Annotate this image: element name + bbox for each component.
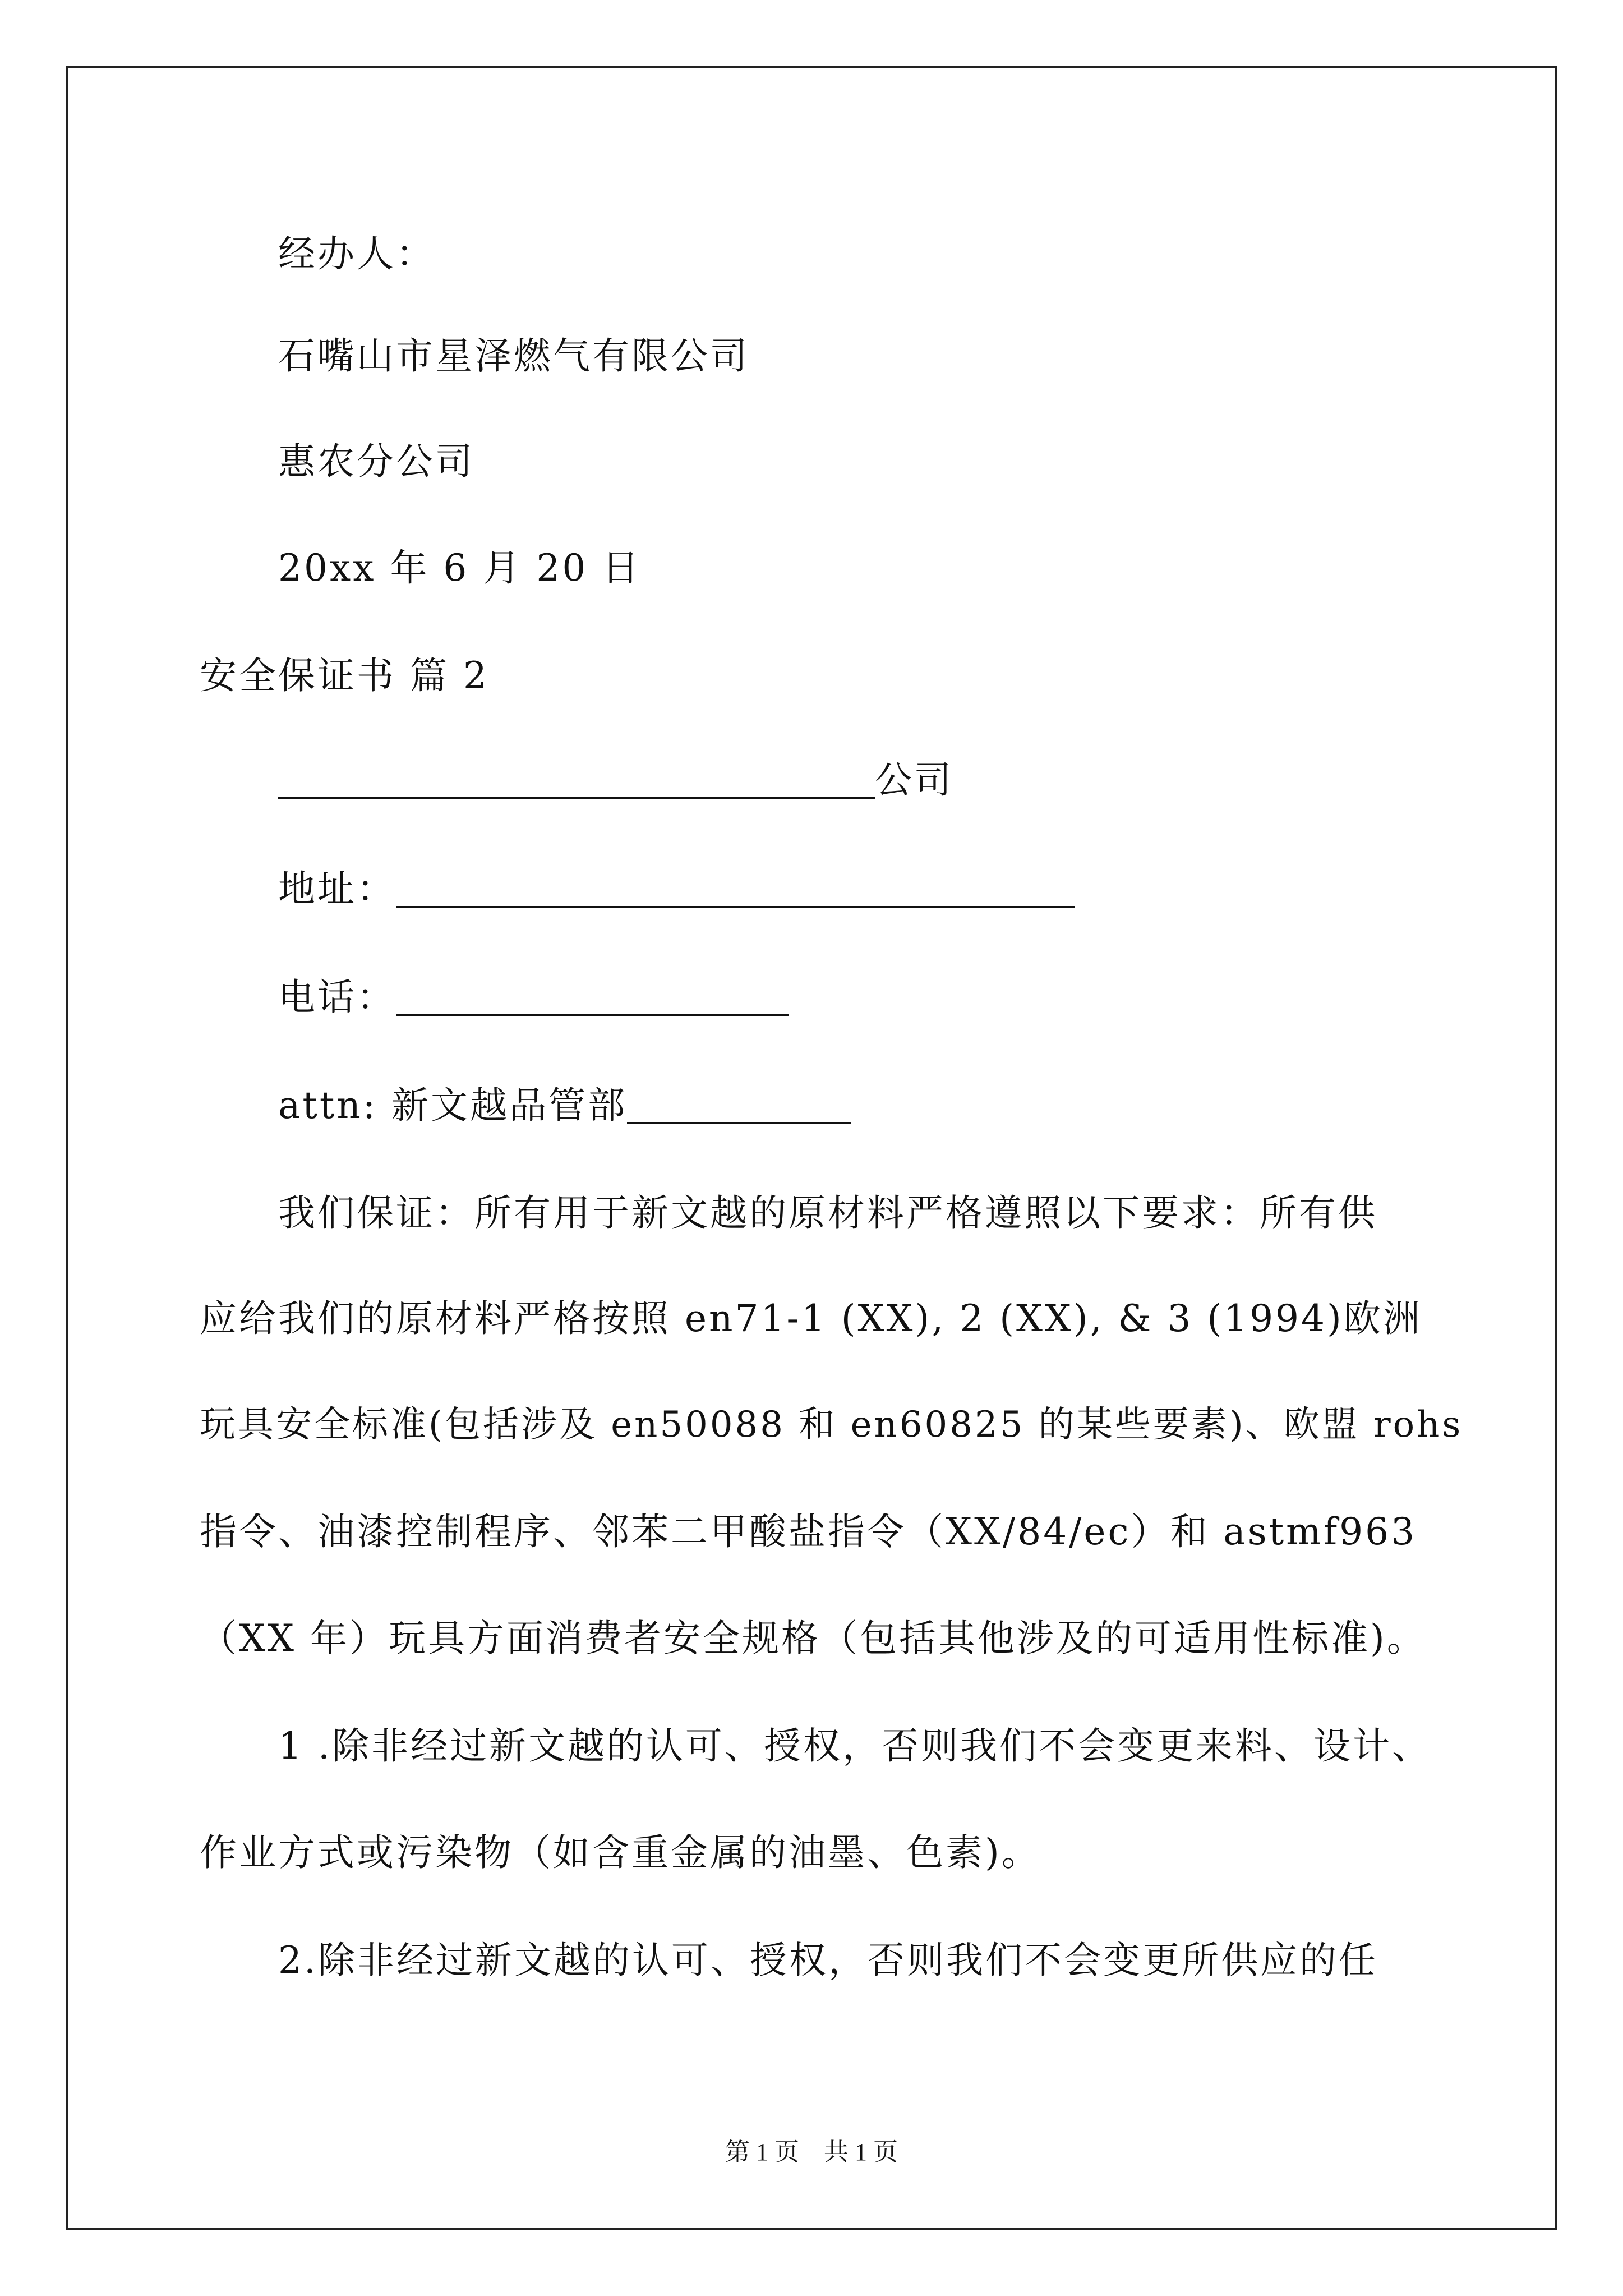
date-line: 20xx 年 6 月 20 日 — [278, 546, 642, 590]
paragraph-line: 应给我们的原材料严格按照 en71-1 (XX), 2 (XX), & 3 (1994)欧洲 — [200, 1297, 1422, 1340]
branch-name: 惠农分公司 — [278, 440, 474, 483]
company-suffix: 公司 — [875, 758, 953, 802]
section-title: 安全保证书 篇 2 — [200, 654, 489, 697]
attn-blank — [627, 1088, 851, 1124]
paragraph-line: 1 .除非经过新文越的认可、授权，否则我们不会变更来料、设计、 — [278, 1724, 1431, 1768]
attn-label: attn: 新文越品管部 — [278, 1084, 628, 1127]
page-border — [66, 66, 1557, 2230]
paragraph-line: 指令、油漆控制程序、邻苯二甲酸盐指令（XX/84/ec）和 astmf963 — [200, 1510, 1417, 1553]
phone-line — [278, 976, 789, 1019]
handler-label: 经办人： — [278, 232, 435, 275]
paragraph-line: 我们保证：所有用于新文越的原材料严格遵照以下要求：所有供 — [278, 1191, 1377, 1235]
paragraph-line: 作业方式或污染物（如含重金属的油墨、色素)。 — [200, 1831, 1041, 1874]
attn-line — [278, 1084, 851, 1127]
page-footer: 第 1 页 共 1 页 — [725, 2138, 898, 2166]
paragraph-line: 2.除非经过新文越的认可、授权，否则我们不会变更所供应的任 — [278, 1939, 1378, 1982]
company-name: 石嘴山市星泽燃气有限公司 — [278, 334, 749, 378]
address-blank — [396, 871, 1075, 908]
company-blank-line — [278, 758, 953, 802]
phone-blank — [396, 979, 789, 1016]
address-label: 地址： — [278, 867, 396, 910]
phone-label: 电话： — [278, 976, 396, 1019]
address-line — [278, 867, 1075, 910]
paragraph-line: （XX 年）玩具方面消费者安全规格（包括其他涉及的可适用性标准)。 — [200, 1617, 1426, 1660]
paragraph-line: 玩具安全标准(包括涉及 en50088 和 en60825 的某些要素)、欧盟 rohs — [200, 1404, 1463, 1446]
company-blank — [278, 762, 875, 799]
